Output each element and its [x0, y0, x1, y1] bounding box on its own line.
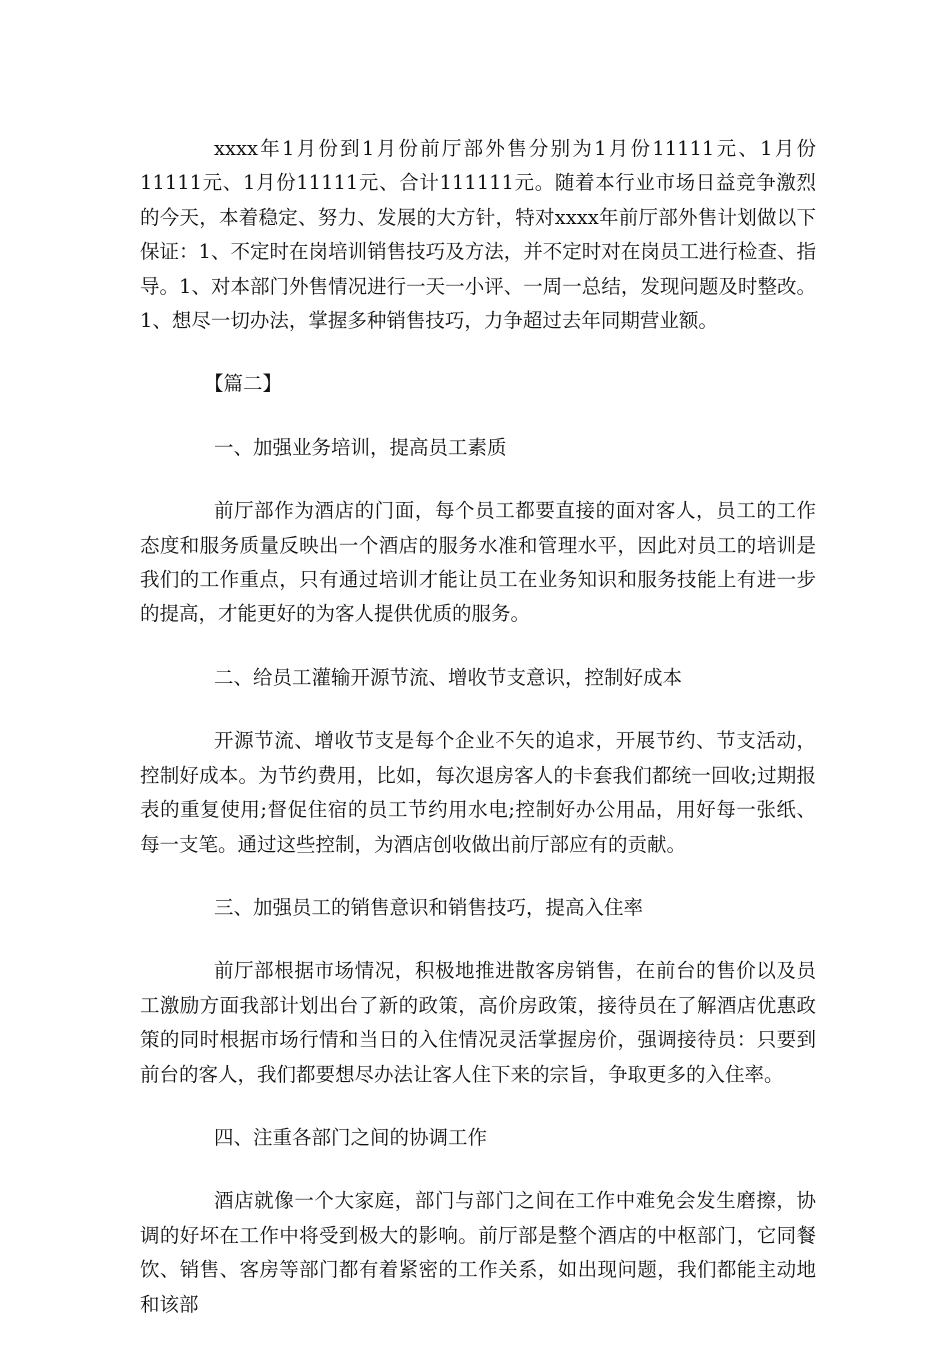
document-body	[140, 132, 816, 1351]
heading-sales-skills: 三、加强员工的销售意识和销售技巧，提高入住率	[214, 895, 644, 919]
paragraph-cost-control: 开源节流、增收节支是每个企业不矢的追求，开展节约、节支活动，控制好成本。为节约费用，比如，每次退房客人的卡套我们都统一回收;过期报表的重复使用;督促住宿的员工节约用水电;控制好办公用品，用好每一张纸、每一支笔。通过这些控制，为酒店创收做出前厅部应有的贡献。	[140, 729, 816, 856]
paragraph-sales-summary: xxxx年1月份到1月份前厅部外售分别为1月份11111元、1月份11111元、1月份11111元、合计111111元。随着本行业市场日益竞争激烈的今天，本着稳定、努力、发展的大方针，特对xxxx年前厅部外售计划做以下保证：1、不定时在岗培训销售技巧及方法，并不定时对在岗员工进行检查、指导。1、对本部门外售情况进行一天一小评、一周一总结，发现问题及时整改。1、想尽一切办法，掌握多种销售技巧，力争超过去年同期营业额。	[140, 137, 816, 333]
paragraph-sales-skills: 前厅部根据市场情况，积极地推进散客房销售，在前台的售价以及员工激励方面我部计划出台了新的政策，高价房政策，接待员在了解酒店优惠政策的同时根据市场行情和当日的入住情况灵活掌握房价，强调接待员：只要到前台的客人，我们都要想尽办法让客人住下来的宗旨，争取更多的入住率。	[140, 959, 816, 1086]
paragraph-training: 前厅部作为酒店的门面，每个员工都要直接的面对客人，员工的工作态度和服务质量反映出一个酒店的服务水准和管理水平，因此对员工的培训是我们的工作重点，只有通过培训才能让员工在业务知识和服务技能上有进一步的提高，才能更好的为客人提供优质的服务。	[140, 499, 816, 626]
paragraph-coordination: 酒店就像一个大家庭，部门与部门之间在工作中难免会发生磨擦，协调的好坏在工作中将受到极大的影响。前厅部是整个酒店的中枢部门，它同餐饮、销售、客房等部门都有着紧密的工作关系，如出现问题，我们都能主动地和该部	[140, 1189, 816, 1316]
heading-training: 一、加强业务培训，提高员工素质	[214, 435, 507, 459]
heading-cost-control: 二、给员工灌输开源节流、增收节支意识，控制好成本	[214, 665, 683, 689]
heading-coordination: 四、注重各部门之间的协调工作	[214, 1125, 488, 1149]
section-marker: 【篇二】	[204, 372, 283, 396]
